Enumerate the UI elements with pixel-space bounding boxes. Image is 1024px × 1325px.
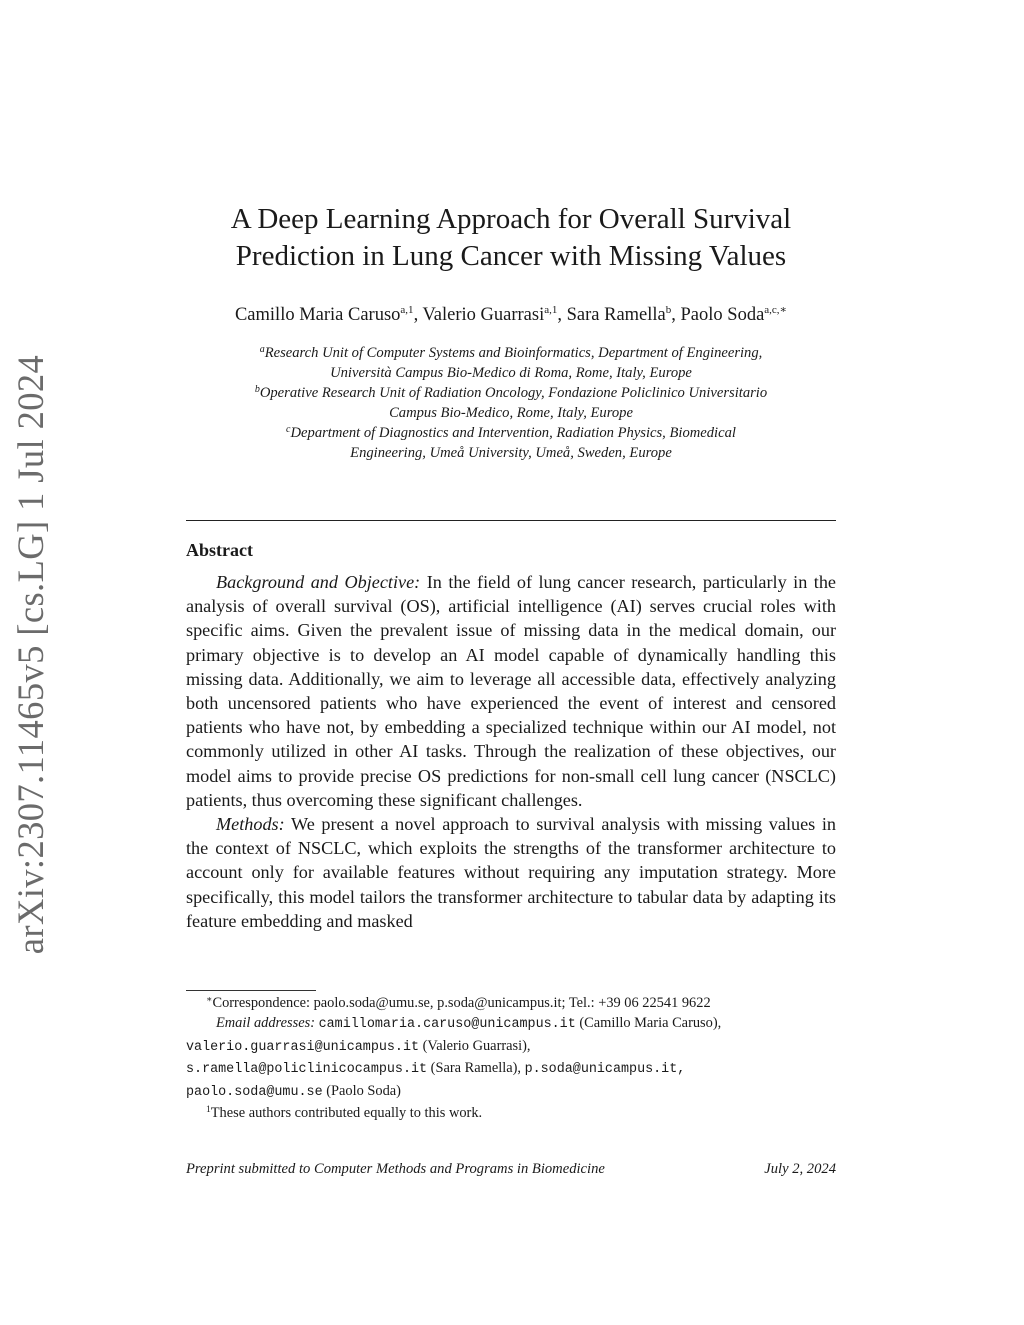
author-list [186,303,836,327]
email-owner: (Camillo Maria Caruso), [575,1015,722,1032]
footnote-mark: ∗ [206,995,213,1005]
email-owner: (Sara Ramella), [427,1060,525,1077]
affiliation-mark: b [254,384,260,395]
paper-title-line-2: Prediction in Lung Cancer with Missing Values [235,240,787,272]
author-affiliation-mark: a,c,∗ [764,304,788,316]
affiliation-text: Research Unit of Computer Systems and Bioinformatics, Department of Engineering, [264,345,763,361]
author-separator: , [413,305,423,325]
author-separator: , [557,305,567,325]
abstract-body [186,570,836,933]
footnote-mark: 1 [206,1105,211,1116]
abstract-paragraph-text: We present a novel approach to survival analysis with missing values in the context of NSCLC, which exploits the strengths of the transformer architecture to account only for available features without requiring any imputation strategy. More specifically, this model tailors the transformer architecture to tabular data by adapting its feature embedding and masked [186,814,836,931]
correspondence-text: Correspondence: paolo.soda@umu.se, p.soda@unicampus.it; Tel.: +39 06 22541 9622 [212,995,711,1011]
affiliation-text: Department of Diagnostics and Intervention, Radiation Physics, Biomedical [290,425,736,441]
arxiv-identifier-stamp [6,354,56,954]
email-link[interactable]: camillomaria.caruso@unicampus.it [318,1017,576,1033]
author-name: Paolo Soda [680,305,765,325]
email-link[interactable]: paolo.soda@umu.se [186,1084,323,1100]
preprint-date: July 2, 2024 [764,1161,836,1177]
correspondence-footnote [186,993,836,1013]
affiliation-b-line-2: Campus Bio-Medico, Rome, Italy, Europe [389,405,633,421]
email-link[interactable]: p.soda@unicampus.it, [524,1062,686,1078]
email-line-4 [186,1081,836,1103]
author-affiliation-mark: b [665,304,672,316]
footnotes [186,993,836,1123]
affiliation-list [186,343,836,463]
equal-contribution-text: These authors contributed equally to this work. [210,1105,483,1122]
author-separator: , [671,305,681,325]
email-link[interactable]: valerio.guarrasi@unicampus.it [186,1039,420,1055]
author-affiliation-mark: a,1 [544,304,558,316]
author-name: Sara Ramella [566,305,666,325]
page-footer [186,1159,836,1179]
affiliation-a-line-1 [186,343,836,363]
footnote-divider [186,990,316,991]
arxiv-identifier-text: arXiv:2307.11465v5 [cs.LG] 1 Jul 2024 [10,354,52,954]
affiliation-b-line-1 [186,383,836,403]
abstract-paragraph-background [186,570,836,812]
author-name: Camillo Maria Caruso [234,305,401,325]
affiliation-c-line-1 [186,423,836,443]
affiliation-a-line-2: Università Campus Bio-Medico di Roma, Rome, Italy, Europe [330,365,692,381]
submission-note: Preprint submitted to Computer Methods and Programs in Biomedicine [186,1161,605,1177]
paper-title-line-1: A Deep Learning Approach for Overall Survival [230,203,792,235]
abstract-section-label: Background and Objective: [216,572,421,592]
author-affiliation-mark: a,1 [400,304,414,316]
email-line-3 [186,1058,836,1080]
abstract-heading: Abstract [186,540,253,560]
affiliation-text: Operative Research Unit of Radiation Oncology, Fondazione Policlinico Universitario [259,385,768,401]
abstract-paragraph-methods [186,812,836,933]
equal-contribution-footnote [186,1103,836,1123]
email-owner: (Paolo Soda) [322,1082,401,1099]
author-name: Valerio Guarrasi [422,305,545,325]
affiliation-c-line-2: Engineering, Umeå University, Umeå, Sweden, Europe [350,445,672,461]
email-label: Email addresses: [216,1015,315,1032]
email-line-2 [186,1036,836,1058]
affiliation-mark: c [286,424,291,435]
email-owner: (Valerio Guarrasi), [419,1037,531,1054]
abstract-divider [186,520,836,521]
abstract-paragraph-text: In the field of lung cancer research, particularly in the analysis of overall survival (OS), artificial intelligence (AI) serves crucial roles with specific aims. Given the prevalent issue of missing data in the medical domain, our primary objective is to develop an AI model capable of dynamically handling this missing data. Additionally, we aim to leverage all accessible data, effectively analyzing both uncensored patients who have experienced the event of interest and censored patients who have not, by embedding a specialized technique within our AI model, not commonly utilized in other AI tasks. Through the realization of these objectives, our model aims to provide precise OS predictions for non-small cell lung cancer (NSCLC) patients, thus overcoming these significant challenges. [186,572,836,810]
email-link[interactable]: s.ramella@policlinicocampus.it [186,1062,428,1078]
affiliation-mark: a [259,344,265,355]
paper-title [186,201,836,275]
abstract-section-label: Methods: [216,814,285,835]
email-line-1 [186,1013,836,1035]
